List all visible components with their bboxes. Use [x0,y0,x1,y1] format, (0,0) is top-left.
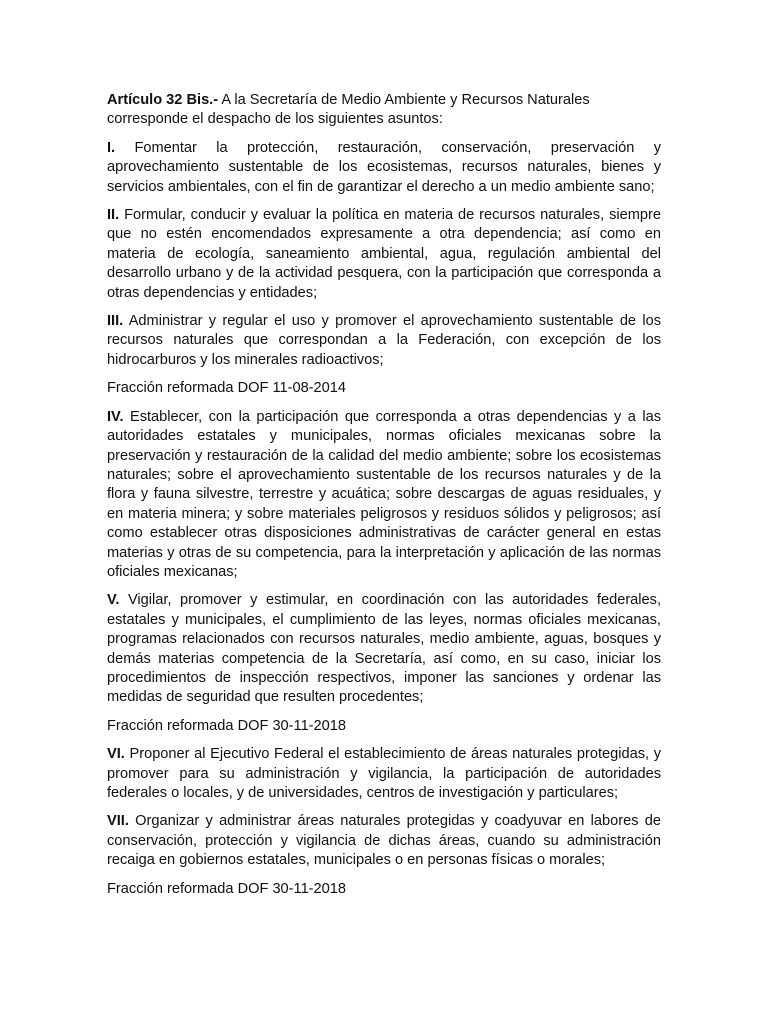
fraction-number: II. [107,207,120,224]
reform-note: Fracción reformada DOF 30-11-2018 [107,880,347,897]
fraction-paragraph [107,812,661,870]
fraction-text: Organizar y administrar áreas naturales protegidas y coadyuvar en labores de conservación, protección y vigilancia de dichas áreas, cuando su administración recaiga en gobiernos estatales, municipales o en personas físicas o morales; [107,813,661,869]
fraction-paragraph [107,312,661,370]
fraction-text: Vigilar, promover y estimular, en coordinación con las autoridades federales, estatales y municipales, el cumplimiento de las leyes, normas oficiales mexicanas, programas relacionados con recursos naturales, medio ambiente, aguas, bosques y demás materias competencia de la Secretaría, así como, en su caso, iniciar los procedimientos de inspección respectivos, imponer las sanciones y ordenar las medidas de seguridad que resulten procedentes; [107,592,661,706]
fraction-text: Proponer al Ejecutivo Federal el establecimiento de áreas naturales protegidas, y promover para su administración y vigilancia, la participación de autoridades federales o locales, y de universidades, centros de investigación y particulares; [107,746,661,801]
fraction-number: VI. [107,746,125,763]
reform-note: Fracción reformada DOF 11-08-2014 [107,380,347,397]
fraction-paragraph [107,408,661,583]
fraction-text: Formular, conducir y evaluar la política en materia de recursos naturales, siempre que no estén encomendados expresamente a otra dependencia; así como en materia de ecología, saneamiento ambiental, agua, regulación ambiental del desarrollo urbano y de la actividad pesquera, con la participación que corresponda a otras dependencias y entidades; [107,207,661,301]
fraction-text: Fomentar la protección, restauración, conservación, preservación y aprovechamiento sustentable de los ecosistemas, recursos naturales, bienes y servicios ambientales, con el fin de garantizar el derecho a un medio ambiente sano; [107,139,661,195]
fraction-paragraph [107,745,661,803]
fraction-number: V. [107,592,120,609]
fraction-number: VII. [107,813,129,830]
reform-note: Fracción reformada DOF 30-11-2018 [107,717,347,734]
fraction-number: IV. [107,408,124,425]
fraction-number: III. [107,313,124,330]
article-intro [107,91,661,130]
fraction-paragraph [107,206,661,303]
fraction-number: I. [107,139,116,156]
fraction-text: Establecer, con la participación que corresponda a otras dependencias y a las autoridades estatales y municipales, normas oficiales mexicanas sobre la preservación y restauración de la calidad del medio ambiente; sobre los ecosistemas naturales; sobre el aprovechamiento sustentable de los recursos naturales y de la flora y fauna silvestre, terrestre y acuática; sobre descargas de aguas residuales, y en materia minera; y sobre materiales peligrosos y residuos sólidos y peligrosos; así como establecer otras disposiciones administrativas de carácter general en estas materias y otras de su competencia, para la interpretación y aplicación de las normas oficiales mexicanas; [107,408,661,580]
fraction-paragraph [107,591,661,707]
article-intro-text: A la Secretaría de Medio Ambiente y Recursos Naturales corresponde el despacho de los siguientes asuntos: [107,92,590,128]
document-page [107,91,661,908]
article-title: Artículo 32 Bis.- [107,92,219,108]
fraction-text: Administrar y regular el uso y promover el aprovechamiento sustentable de los recursos naturales que correspondan a la Federación, con excepción de los hidrocarburos y los minerales radioactivos; [107,313,661,368]
fraction-paragraph [107,139,661,197]
